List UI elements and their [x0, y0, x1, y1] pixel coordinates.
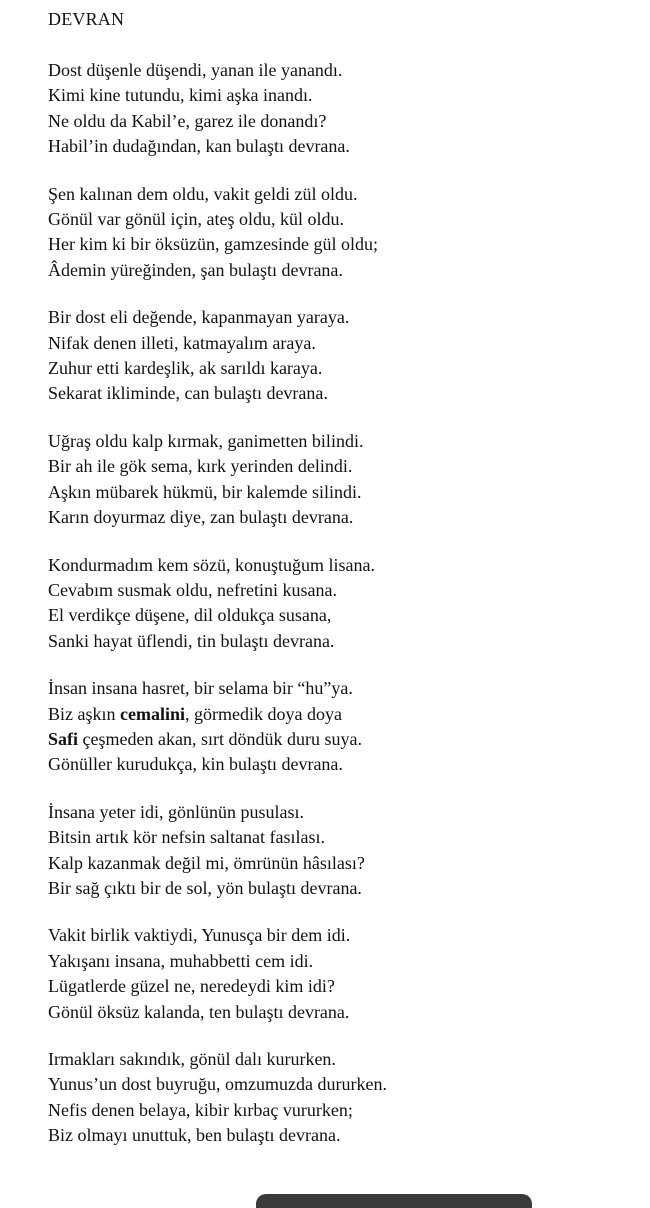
poem-line: [48, 553, 638, 578]
stanza: [48, 676, 638, 778]
line-text: Karın doyurmaz diye, zan bulaştı devrana.: [48, 507, 354, 528]
line-text: Gönüller kurudukça, kin bulaştı devrana.: [48, 754, 343, 775]
line-text: Her kim ki bir öksüzün, gamzesinde gül oldu;: [48, 234, 378, 255]
poem-line: [48, 207, 638, 232]
bold-word: cemalini: [120, 703, 185, 724]
stanza: [48, 1047, 638, 1149]
poem-line: [48, 58, 638, 83]
poem-line: [48, 454, 638, 479]
line-text: Kimi kine tutundu, kimi aşka inandı.: [48, 85, 313, 106]
poem-line: [48, 876, 638, 901]
poem-line: [48, 727, 638, 752]
poem-line: [48, 923, 638, 948]
line-text: Yunus’un dost buyruğu, omzumuzda dururken.: [48, 1074, 387, 1095]
poem-line: [48, 1000, 638, 1025]
poem-line: [48, 676, 638, 701]
poem-line: [48, 603, 638, 628]
line-text: Sanki hayat üflendi, tin bulaştı devrana.: [48, 630, 335, 651]
line-text: Gönül var gönül için, ateş oldu, kül oldu.: [48, 209, 344, 230]
poem-line: [48, 83, 638, 108]
poem-line: [48, 109, 638, 134]
line-text: Bitsin artık kör nefsin saltanat fasılası.: [48, 827, 325, 848]
poem-line: [48, 232, 638, 257]
poem-line: [48, 258, 638, 283]
poem-line: [48, 702, 638, 727]
poem-line: [48, 1047, 638, 1072]
poem-line: [48, 974, 638, 999]
line-text: Irmakları sakındık, gönül dalı kururken.: [48, 1049, 336, 1069]
poem-line: [48, 381, 638, 406]
line-text: Biz aşkın: [48, 703, 120, 724]
line-text: Ne oldu da Kabil’e, garez ile donandı?: [48, 110, 327, 131]
line-text: Cevabım susmak oldu, nefretini kusana.: [48, 579, 337, 600]
line-text: Gönül öksüz kalanda, ten bulaştı devrana.: [48, 1001, 350, 1022]
line-text: Vakit birlik vaktiydi, Yunusça bir dem idi.: [48, 925, 351, 946]
poem-line: [48, 1123, 638, 1148]
line-text: Bir sağ çıktı bir de sol, yön bulaştı devrana.: [48, 877, 362, 898]
line-text: Biz olmayı unuttuk, ben bulaştı devrana.: [48, 1125, 341, 1146]
line-text: Nifak denen illeti, katmayalım araya.: [48, 332, 316, 353]
poem-page: [48, 6, 638, 1149]
poem-line: [48, 949, 638, 974]
stanza: [48, 305, 638, 407]
stanza: [48, 429, 638, 531]
stanza: [48, 553, 638, 655]
poem-line: [48, 1098, 638, 1123]
stanza: [48, 923, 638, 1025]
poem-line: [48, 356, 638, 381]
poem-title: DEVRAN: [48, 9, 125, 29]
poem-line: [48, 305, 638, 330]
poem-line: [48, 752, 638, 777]
line-text: İnsan insana hasret, bir selama bir “hu”ya.: [48, 678, 353, 699]
line-text: El verdikçe düşene, dil oldukça susana,: [48, 605, 332, 626]
line-text: , görmedik doya doya: [185, 703, 342, 724]
poem-line: [48, 480, 638, 505]
line-text: Âdemin yüreğinden, şan bulaştı devrana.: [48, 259, 343, 280]
line-text: Uğraş oldu kalp kırmak, ganimetten bilindi.: [48, 430, 364, 451]
stanza: [48, 58, 638, 160]
line-text: Sekarat ikliminde, can bulaştı devrana.: [48, 383, 328, 404]
line-text: Dost düşenle düşendi, yanan ile yanandı.: [48, 60, 343, 80]
line-text: Bir ah ile gök sema, kırk yerinden delindi.: [48, 456, 353, 477]
poem-line: [48, 825, 638, 850]
poem-line: [48, 134, 638, 159]
poem-line: [48, 629, 638, 654]
poem-line: [48, 578, 638, 603]
poem-line: [48, 851, 638, 876]
line-text: Yakışanı insana, muhabbetti cem idi.: [48, 950, 314, 971]
bold-word: Safi: [48, 728, 79, 749]
poem-line: [48, 1072, 638, 1097]
poem-line: [48, 182, 638, 207]
stanza: [48, 800, 638, 902]
line-text: Kalp kazanmak değil mi, ömrünün hâsılası?: [48, 852, 365, 873]
line-text: Aşkın mübarek hükmü, bir kalemde silindi.: [48, 481, 362, 502]
poem-line: [48, 429, 638, 454]
poem-line: [48, 505, 638, 530]
line-text: Nefis denen belaya, kibir kırbaç vururken;: [48, 1099, 353, 1120]
line-text: Kondurmadım kem sözü, konuştuğum lisana.: [48, 554, 375, 575]
line-text: Bir dost eli değende, kapanmayan yaraya.: [48, 307, 350, 328]
line-text: çeşmeden akan, sırt döndük duru suya.: [78, 728, 362, 749]
line-text: Şen kalınan dem oldu, vakit geldi zül oldu.: [48, 183, 358, 204]
line-text: Lügatlerde güzel ne, neredeydi kim idi?: [48, 976, 335, 997]
line-text: İnsana yeter idi, gönlünün pusulası.: [48, 801, 304, 822]
poem-line: [48, 331, 638, 356]
poem-line: [48, 800, 638, 825]
bottom-toolbar-edge: [256, 1194, 532, 1208]
stanza: [48, 182, 638, 284]
poem-body: [48, 58, 638, 1149]
line-text: Zuhur etti kardeşlik, ak sarıldı karaya.: [48, 358, 323, 379]
line-text: Habil’in dudağından, kan bulaştı devrana.: [48, 136, 350, 157]
